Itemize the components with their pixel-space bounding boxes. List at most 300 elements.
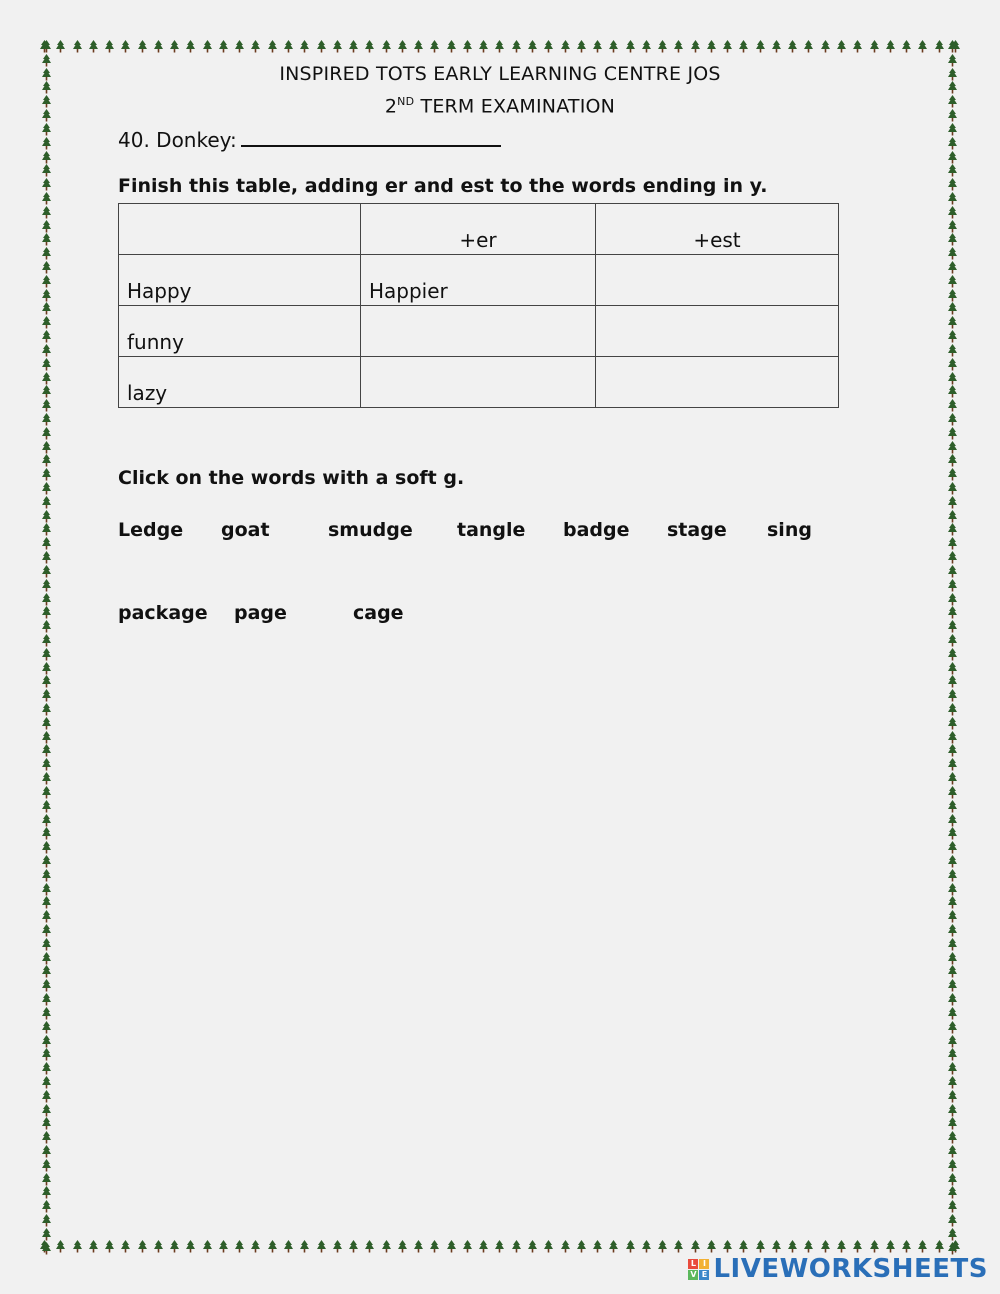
pine-tree-icon: [333, 1240, 342, 1253]
pine-tree-icon: [935, 1240, 944, 1253]
pine-tree-icon: [42, 275, 51, 288]
pine-tree-icon: [495, 40, 504, 53]
pine-tree-icon: [73, 1240, 82, 1253]
pine-tree-icon: [948, 827, 957, 840]
pine-tree-icon: [948, 979, 957, 992]
pine-tree-icon: [42, 123, 51, 136]
pine-tree-icon: [886, 1240, 895, 1253]
pine-tree-icon: [948, 344, 957, 357]
pine-tree-icon: [42, 675, 51, 688]
pine-tree-icon: [948, 565, 957, 578]
pine-tree-icon: [948, 1159, 957, 1172]
pine-tree-icon: [42, 579, 51, 592]
pine-tree-icon: [948, 330, 957, 343]
pine-tree-icon: [948, 206, 957, 219]
pine-tree-icon: [948, 220, 957, 233]
question-40-label: 40. Donkey:: [118, 128, 237, 152]
pine-tree-icon: [948, 883, 957, 896]
pine-tree-icon: [804, 40, 813, 53]
table-cell-est[interactable]: [596, 255, 839, 306]
table-header-cell: [119, 204, 361, 255]
pine-tree-icon: [948, 302, 957, 315]
pine-tree-icon: [42, 192, 51, 205]
pine-tree-icon: [948, 703, 957, 716]
pine-tree-icon: [42, 924, 51, 937]
decorative-border-top: [40, 40, 960, 54]
pine-tree-icon: [948, 247, 957, 260]
pine-tree-icon: [42, 731, 51, 744]
logo-block: V: [690, 1269, 697, 1279]
pine-tree-icon: [186, 1240, 195, 1253]
pine-tree-icon: [609, 40, 618, 53]
pine-tree-icon: [42, 261, 51, 274]
pine-tree-icon: [691, 1240, 700, 1253]
pine-tree-icon: [948, 523, 957, 536]
pine-tree-icon: [382, 1240, 391, 1253]
pine-tree-icon: [447, 1240, 456, 1253]
pine-tree-icon: [948, 289, 957, 302]
pine-tree-icon: [42, 979, 51, 992]
pine-tree-icon: [948, 482, 957, 495]
pine-tree-icon: [42, 1076, 51, 1089]
pine-tree-icon: [42, 220, 51, 233]
pine-tree-icon: [479, 40, 488, 53]
pine-tree-icon: [948, 454, 957, 467]
pine-tree-icon: [42, 1214, 51, 1227]
pine-tree-icon: [42, 537, 51, 550]
logo-blocks-icon: [688, 1259, 709, 1280]
pine-tree-icon: [870, 40, 879, 53]
pine-tree-icon: [593, 1240, 602, 1253]
pine-tree-icon: [756, 40, 765, 53]
pine-tree-icon: [42, 1021, 51, 1034]
liveworksheets-brand-text: LIVEWORKSHEETS: [713, 1254, 988, 1284]
pine-tree-icon: [56, 1240, 65, 1253]
decorative-border-right: [946, 40, 958, 1256]
pine-tree-icon: [528, 1240, 537, 1253]
pine-tree-icon: [42, 289, 51, 302]
pine-tree-icon: [870, 1240, 879, 1253]
pine-tree-icon: [154, 1240, 163, 1253]
pine-tree-icon: [219, 40, 228, 53]
pine-tree-icon: [948, 1173, 957, 1186]
pine-tree-icon: [463, 1240, 472, 1253]
word-option[interactable]: smudge: [328, 519, 413, 541]
pine-tree-icon: [544, 40, 553, 53]
pine-tree-icon: [42, 302, 51, 315]
pine-tree-icon: [821, 1240, 830, 1253]
school-name: INSPIRED TOTS EARLY LEARNING CENTRE JOS: [279, 63, 721, 85]
pine-tree-icon: [788, 40, 797, 53]
pine-tree-icon: [948, 634, 957, 647]
pine-tree-icon: [948, 1007, 957, 1020]
pine-tree-icon: [42, 413, 51, 426]
pine-tree-icon: [42, 1048, 51, 1061]
pine-tree-icon: [948, 952, 957, 965]
pine-tree-icon: [42, 1104, 51, 1117]
pine-tree-icon: [948, 413, 957, 426]
word-option[interactable]: page: [234, 602, 287, 624]
pine-tree-icon: [837, 1240, 846, 1253]
pine-tree-icon: [42, 551, 51, 564]
pine-tree-icon: [948, 896, 957, 909]
pine-tree-icon: [42, 758, 51, 771]
pine-tree-icon: [948, 1228, 957, 1241]
table-cell-word: lazy: [119, 357, 361, 408]
pine-tree-icon: [42, 206, 51, 219]
pine-tree-icon: [948, 1076, 957, 1089]
table-instruction: Finish this table, adding er and est to the words ending in y.: [118, 175, 768, 197]
pine-tree-icon: [42, 744, 51, 757]
pine-tree-icon: [948, 537, 957, 550]
pine-tree-icon: [948, 869, 957, 882]
exam-title: [40, 95, 960, 117]
pine-tree-icon: [300, 1240, 309, 1253]
table-row: [119, 255, 839, 306]
table-row: [119, 357, 839, 408]
table-cell-er: Happier: [361, 255, 596, 306]
word-option[interactable]: tangle: [457, 519, 526, 541]
pine-tree-icon: [138, 1240, 147, 1253]
pine-tree-icon: [42, 1007, 51, 1020]
pine-tree-icon: [837, 40, 846, 53]
pine-tree-icon: [42, 717, 51, 730]
pine-tree-icon: [948, 717, 957, 730]
pine-tree-icon: [42, 427, 51, 440]
decorative-border-bottom: [40, 1240, 960, 1254]
pine-tree-icon: [821, 40, 830, 53]
pine-tree-icon: [42, 151, 51, 164]
pine-tree-icon: [948, 441, 957, 454]
pine-tree-icon: [42, 938, 51, 951]
pine-tree-icon: [105, 1240, 114, 1253]
pine-tree-icon: [948, 938, 957, 951]
pine-tree-icon: [772, 40, 781, 53]
question-40-answer-blank[interactable]: [241, 127, 501, 147]
pine-tree-icon: [495, 1240, 504, 1253]
pine-tree-icon: [902, 40, 911, 53]
pine-tree-icon: [948, 385, 957, 398]
pine-tree-icon: [42, 1117, 51, 1130]
pine-tree-icon: [853, 1240, 862, 1253]
pine-tree-icon: [42, 772, 51, 785]
pine-tree-icon: [886, 40, 895, 53]
logo-block: E: [699, 1270, 709, 1280]
pine-tree-icon: [948, 1242, 957, 1255]
pine-tree-icon: [948, 924, 957, 937]
pine-tree-icon: [948, 551, 957, 564]
pine-tree-icon: [219, 1240, 228, 1253]
pine-tree-icon: [626, 40, 635, 53]
pine-tree-icon: [948, 814, 957, 827]
pine-tree-icon: [948, 579, 957, 592]
pine-tree-icon: [42, 952, 51, 965]
pine-tree-icon: [42, 606, 51, 619]
pine-tree-icon: [948, 510, 957, 523]
pine-tree-icon: [42, 164, 51, 177]
pine-tree-icon: [948, 1062, 957, 1075]
pine-tree-icon: [948, 40, 957, 53]
table-row: [119, 306, 839, 357]
word-option[interactable]: goat: [221, 519, 270, 541]
question-40: [118, 127, 501, 152]
pine-tree-icon: [203, 40, 212, 53]
pine-tree-icon: [56, 40, 65, 53]
pine-tree-icon: [430, 1240, 439, 1253]
pine-tree-icon: [935, 40, 944, 53]
pine-tree-icon: [300, 40, 309, 53]
pine-tree-icon: [42, 1090, 51, 1103]
pine-tree-icon: [739, 40, 748, 53]
pine-tree-icon: [42, 841, 51, 854]
pine-tree-icon: [561, 40, 570, 53]
pine-tree-icon: [577, 1240, 586, 1253]
pine-tree-icon: [642, 40, 651, 53]
pine-tree-icon: [948, 399, 957, 412]
word-option[interactable]: package: [118, 602, 208, 624]
pine-tree-icon: [723, 40, 732, 53]
pine-tree-icon: [42, 800, 51, 813]
table-cell-word: Happy: [119, 255, 361, 306]
pine-tree-icon: [918, 40, 927, 53]
pine-tree-icon: [42, 993, 51, 1006]
pine-tree-icon: [42, 703, 51, 716]
pine-tree-icon: [948, 1214, 957, 1227]
pine-tree-icon: [948, 606, 957, 619]
pine-tree-icon: [948, 192, 957, 205]
pine-tree-icon: [948, 233, 957, 246]
pine-tree-icon: [42, 316, 51, 329]
decorative-border-left: [40, 40, 52, 1256]
pine-tree-icon: [948, 427, 957, 440]
table-cell-word: funny: [119, 306, 361, 357]
pine-tree-icon: [42, 896, 51, 909]
pine-tree-icon: [42, 965, 51, 978]
pine-tree-icon: [528, 40, 537, 53]
pine-tree-icon: [948, 1048, 957, 1061]
pine-tree-icon: [42, 689, 51, 702]
pine-tree-icon: [170, 40, 179, 53]
pine-tree-icon: [235, 40, 244, 53]
pine-tree-icon: [948, 164, 957, 177]
pine-tree-icon: [42, 910, 51, 923]
pine-tree-icon: [268, 40, 277, 53]
pine-tree-icon: [948, 1117, 957, 1130]
exam-title-text: TERM EXAMINATION: [414, 95, 616, 118]
pine-tree-icon: [365, 40, 374, 53]
pine-tree-icon: [42, 1159, 51, 1172]
exam-term-suffix: ND: [397, 95, 415, 108]
pine-tree-icon: [349, 40, 358, 53]
pine-tree-icon: [948, 731, 957, 744]
pine-tree-icon: [186, 40, 195, 53]
pine-tree-icon: [42, 1131, 51, 1144]
pine-tree-icon: [948, 1104, 957, 1117]
pine-tree-icon: [42, 399, 51, 412]
pine-tree-icon: [948, 1200, 957, 1213]
pine-tree-icon: [89, 40, 98, 53]
pine-tree-icon: [105, 40, 114, 53]
pine-tree-icon: [42, 827, 51, 840]
logo-block: L: [688, 1259, 698, 1269]
pine-tree-icon: [42, 1242, 51, 1255]
pine-tree-icon: [42, 510, 51, 523]
pine-tree-icon: [561, 1240, 570, 1253]
table-cell-est[interactable]: [596, 357, 839, 408]
pine-tree-icon: [268, 1240, 277, 1253]
pine-tree-icon: [674, 40, 683, 53]
pine-tree-icon: [707, 1240, 716, 1253]
pine-tree-icon: [626, 1240, 635, 1253]
pine-tree-icon: [674, 1240, 683, 1253]
pine-tree-icon: [42, 1062, 51, 1075]
pine-tree-icon: [42, 523, 51, 536]
pine-tree-icon: [948, 1145, 957, 1158]
pine-tree-icon: [42, 1200, 51, 1213]
pine-tree-icon: [948, 800, 957, 813]
pine-tree-icon: [577, 40, 586, 53]
pine-tree-icon: [948, 151, 957, 164]
pine-tree-icon: [948, 662, 957, 675]
table-cell-er[interactable]: [361, 306, 596, 357]
pine-tree-icon: [349, 1240, 358, 1253]
pine-tree-icon: [479, 1240, 488, 1253]
pine-tree-icon: [42, 565, 51, 578]
pine-tree-icon: [89, 1240, 98, 1253]
pine-tree-icon: [804, 1240, 813, 1253]
pine-tree-icon: [948, 675, 957, 688]
pine-tree-icon: [382, 40, 391, 53]
pine-tree-icon: [918, 1240, 927, 1253]
pine-tree-icon: [739, 1240, 748, 1253]
pine-tree-icon: [948, 1090, 957, 1103]
pine-tree-icon: [42, 178, 51, 191]
logo-block: I: [699, 1259, 709, 1269]
table-cell-est[interactable]: [596, 306, 839, 357]
pine-tree-icon: [853, 40, 862, 53]
pine-tree-icon: [284, 40, 293, 53]
pine-tree-icon: [609, 1240, 618, 1253]
pine-tree-icon: [317, 40, 326, 53]
pine-tree-icon: [42, 468, 51, 481]
pine-tree-icon: [170, 1240, 179, 1253]
pine-tree-icon: [42, 593, 51, 606]
pine-tree-icon: [42, 40, 51, 53]
pine-tree-icon: [948, 468, 957, 481]
pine-tree-icon: [333, 40, 342, 53]
pine-tree-icon: [948, 372, 957, 385]
pine-tree-icon: [642, 1240, 651, 1253]
pine-tree-icon: [707, 40, 716, 53]
comparison-table: [118, 203, 839, 408]
pine-tree-icon: [251, 40, 260, 53]
pine-tree-icon: [138, 40, 147, 53]
pine-tree-icon: [723, 1240, 732, 1253]
pine-tree-icon: [756, 1240, 765, 1253]
pine-tree-icon: [154, 40, 163, 53]
liveworksheets-logo: [688, 1254, 988, 1284]
pine-tree-icon: [42, 1228, 51, 1241]
word-option[interactable]: stage: [667, 519, 727, 541]
pine-tree-icon: [42, 786, 51, 799]
pine-tree-icon: [948, 744, 957, 757]
pine-tree-icon: [948, 786, 957, 799]
pine-tree-icon: [235, 1240, 244, 1253]
pine-tree-icon: [42, 662, 51, 675]
pine-tree-icon: [948, 123, 957, 136]
word-option[interactable]: cage: [353, 602, 404, 624]
pine-tree-icon: [42, 1035, 51, 1048]
pine-tree-icon: [948, 316, 957, 329]
pine-tree-icon: [251, 1240, 260, 1253]
pine-tree-icon: [948, 178, 957, 191]
pine-tree-icon: [42, 385, 51, 398]
pine-tree-icon: [948, 275, 957, 288]
pine-tree-icon: [691, 40, 700, 53]
table-cell-er[interactable]: [361, 357, 596, 408]
pine-tree-icon: [42, 247, 51, 260]
pine-tree-icon: [42, 1173, 51, 1186]
pine-tree-icon: [948, 841, 957, 854]
pine-tree-icon: [447, 40, 456, 53]
pine-tree-icon: [593, 40, 602, 53]
pine-tree-icon: [463, 40, 472, 53]
pine-tree-icon: [365, 1240, 374, 1253]
pine-tree-icon: [948, 993, 957, 1006]
pine-tree-icon: [42, 620, 51, 633]
word-option[interactable]: Ledge: [118, 519, 184, 541]
pine-tree-icon: [948, 1131, 957, 1144]
pine-tree-icon: [948, 137, 957, 150]
pine-tree-icon: [42, 496, 51, 509]
pine-tree-icon: [42, 883, 51, 896]
pine-tree-icon: [73, 40, 82, 53]
pine-tree-icon: [948, 910, 957, 923]
pine-tree-icon: [948, 496, 957, 509]
soft-g-instruction: Click on the words with a soft g.: [118, 467, 465, 489]
pine-tree-icon: [398, 1240, 407, 1253]
pine-tree-icon: [42, 648, 51, 661]
pine-tree-icon: [317, 1240, 326, 1253]
pine-tree-icon: [948, 358, 957, 371]
pine-tree-icon: [512, 40, 521, 53]
pine-tree-icon: [948, 689, 957, 702]
pine-tree-icon: [42, 482, 51, 495]
pine-tree-icon: [902, 1240, 911, 1253]
pine-tree-icon: [512, 1240, 521, 1253]
pine-tree-icon: [948, 261, 957, 274]
pine-tree-icon: [42, 330, 51, 343]
pine-tree-icon: [42, 1186, 51, 1199]
pine-tree-icon: [42, 137, 51, 150]
pine-tree-icon: [42, 233, 51, 246]
pine-tree-icon: [788, 1240, 797, 1253]
word-option[interactable]: sing: [767, 519, 812, 541]
word-option[interactable]: badge: [563, 519, 630, 541]
pine-tree-icon: [544, 1240, 553, 1253]
pine-tree-icon: [42, 358, 51, 371]
pine-tree-icon: [414, 40, 423, 53]
pine-tree-icon: [430, 40, 439, 53]
pine-tree-icon: [658, 40, 667, 53]
pine-tree-icon: [772, 1240, 781, 1253]
pine-tree-icon: [948, 648, 957, 661]
pine-tree-icon: [42, 441, 51, 454]
pine-tree-icon: [42, 634, 51, 647]
pine-tree-icon: [42, 1145, 51, 1158]
pine-tree-icon: [658, 1240, 667, 1253]
table-header-row: [119, 204, 839, 255]
